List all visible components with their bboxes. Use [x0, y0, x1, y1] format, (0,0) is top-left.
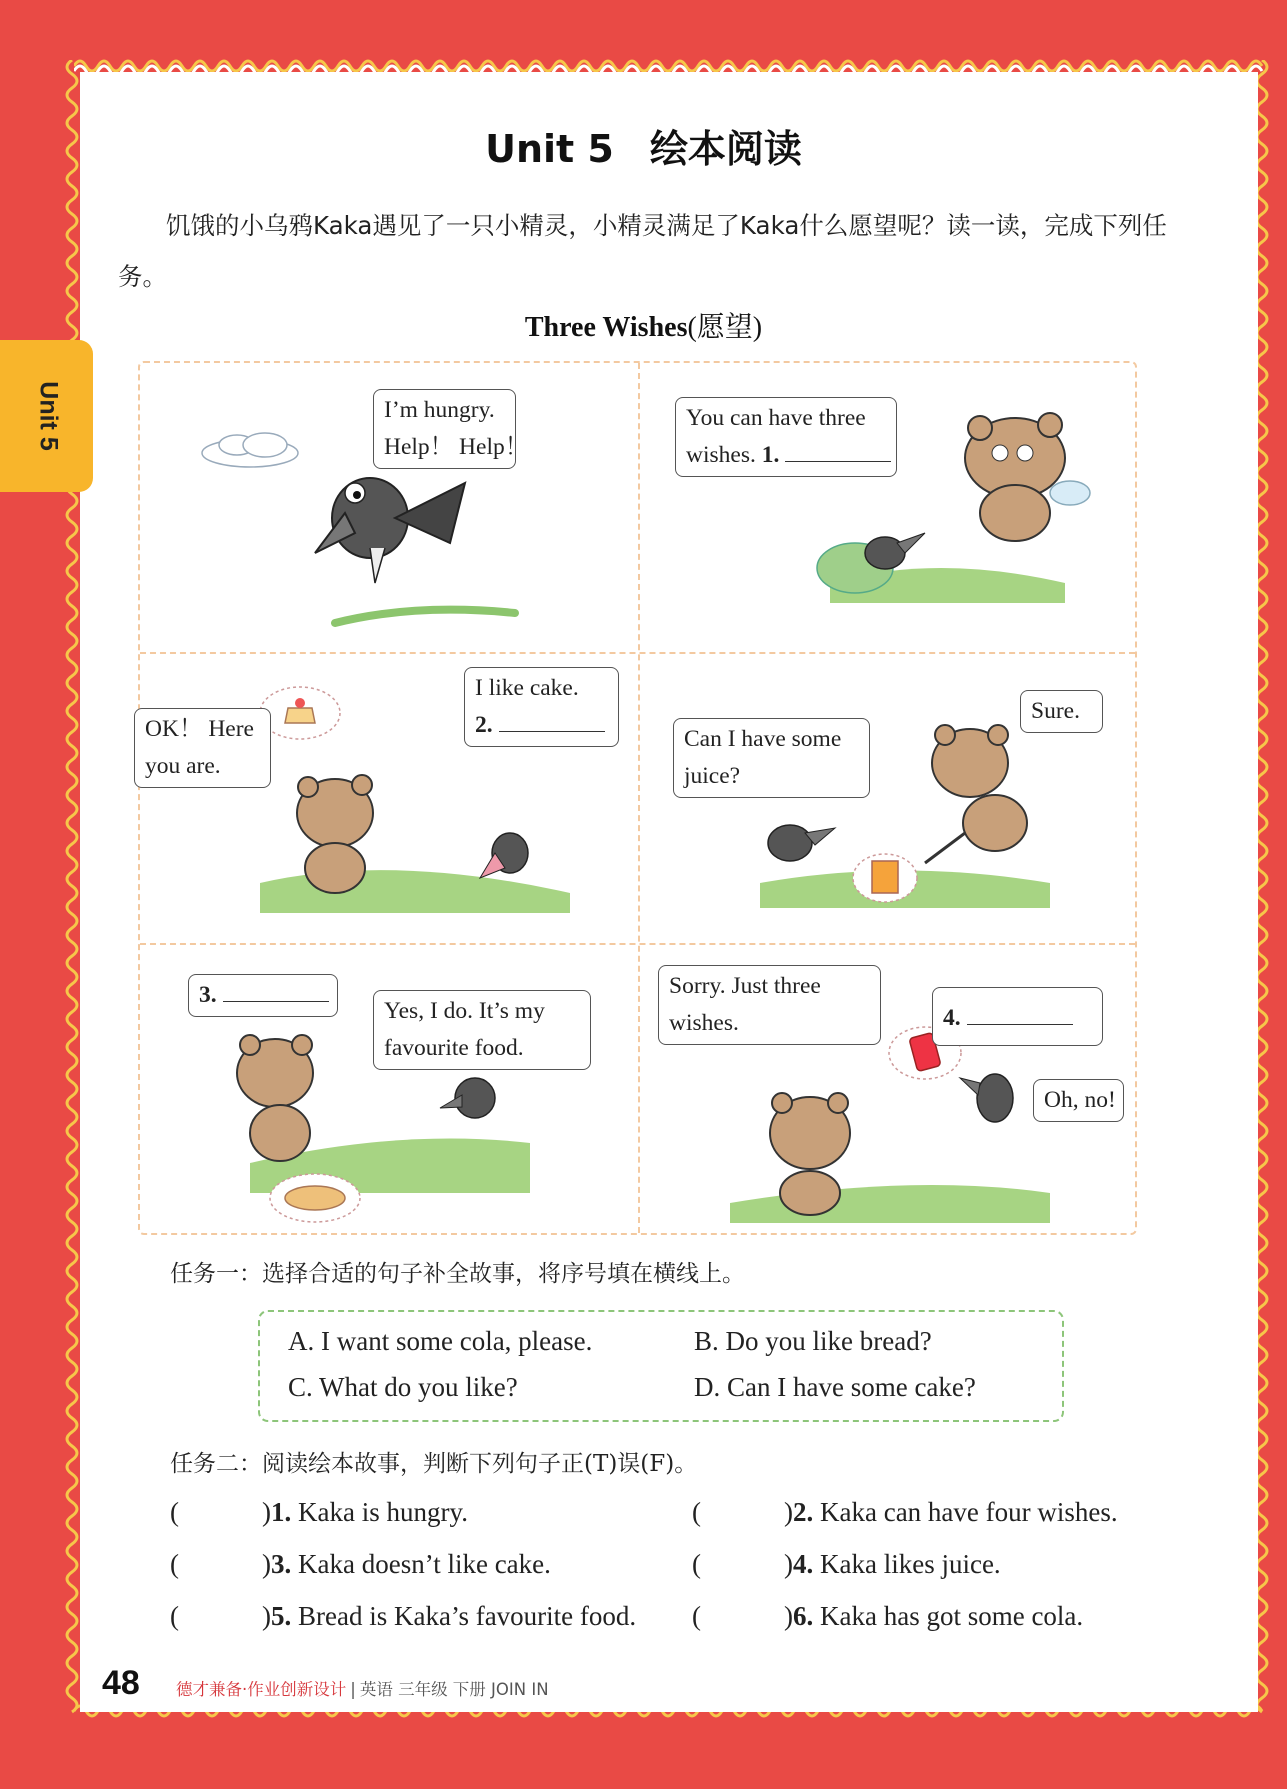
- tf-answer-3[interactable]: (: [170, 1549, 179, 1579]
- panel5-speech-bubble-bear: [188, 974, 338, 1017]
- cloud-icon: [202, 433, 298, 467]
- panel5-speech-bubble-crow: [373, 990, 591, 1070]
- panel2-blank-num: 1.: [761, 442, 780, 468]
- panel3-speech-bubble-crow: [464, 667, 619, 747]
- panel5-b-line2: favourite food.: [384, 1035, 524, 1061]
- crow-icon: [315, 478, 465, 583]
- task2-heading: 任务二：阅读绘本故事，判断下列句子正(T)误(F)。: [170, 1451, 698, 1477]
- footer-series: [176, 1676, 549, 1700]
- tf-answer-6[interactable]: (: [692, 1601, 701, 1631]
- footer-divider: |: [350, 1680, 356, 1699]
- title-subject: 绘本阅读: [649, 127, 802, 171]
- panel5-b-line1: Yes, I do. It’s my: [384, 998, 545, 1024]
- option-c: C. What do you like?: [288, 1372, 518, 1402]
- panel3-blank-num: 2.: [475, 712, 493, 738]
- task1-heading: 任务一：选择合适的句子补全故事，将序号填在横线上。: [170, 1261, 745, 1287]
- intro-text: 饥饿的小乌鸦Kaka遇见了一只小精灵，小精灵满足了Kaka什么愿望呢？读一读，完成下列任务。: [118, 211, 1167, 291]
- tf-answer-5[interactable]: (: [170, 1601, 179, 1631]
- title-unit: Unit 5: [485, 127, 614, 171]
- grass-icon: [730, 1185, 1050, 1223]
- panel6-speech-bubble-bear: [658, 965, 881, 1045]
- panel3-a-line1: OK！ Here: [145, 716, 254, 742]
- panel3-speech-bubble-bear: [134, 708, 271, 788]
- comic-grid: [138, 361, 1137, 1235]
- crow-icon: [768, 825, 835, 861]
- panel3-answer-blank[interactable]: [499, 712, 605, 732]
- tf-item-6: ( )6. Kaka has got some cola.: [692, 1601, 1084, 1631]
- option-b: B. Do you like bread?: [694, 1326, 932, 1356]
- unit-side-tab-label: Unit 5: [34, 381, 63, 451]
- panel6-answer-blank[interactable]: [967, 1005, 1073, 1025]
- tf-answer-2[interactable]: (: [692, 1497, 701, 1527]
- unit-side-tab: [0, 340, 93, 492]
- bread-icon: [270, 1174, 360, 1222]
- panel6-speech-bubble-blank: [932, 987, 1103, 1046]
- panel4-a-line2: juice?: [684, 763, 741, 789]
- panel6-illustration: [710, 1023, 1130, 1233]
- option-d: D. Can I have some cake?: [694, 1372, 976, 1402]
- panel5-blank-num: 3.: [199, 982, 217, 1008]
- bear-fairy-icon: [925, 725, 1027, 863]
- panel6-speech-bubble-crow: [1033, 1079, 1124, 1122]
- story-title-english: Three Wishes: [524, 312, 688, 343]
- tf-item-2: ( )2. Kaka can have four wishes.: [692, 1497, 1118, 1527]
- crow-icon: [960, 1074, 1013, 1122]
- panel4-b: Sure.: [1031, 698, 1080, 724]
- page-number: 48: [102, 1664, 140, 1702]
- crow-icon: [480, 833, 528, 878]
- footer-series-name: 德才兼备·作业创新设计: [176, 1680, 347, 1699]
- tf-item-4: ( )4. Kaka likes juice.: [692, 1549, 1001, 1579]
- tf-answer-4[interactable]: (: [692, 1549, 701, 1579]
- story-title: [0, 305, 1287, 345]
- panel6-blank-num: 4.: [943, 1005, 961, 1031]
- story-title-note: (愿望): [687, 312, 763, 343]
- option-a: A. I want some cola, please.: [288, 1326, 593, 1356]
- bear-fairy-icon: [770, 1093, 850, 1215]
- panel5-answer-blank[interactable]: [223, 982, 329, 1002]
- page-title: [0, 118, 1287, 173]
- panel2-line2: wishes.: [686, 442, 756, 468]
- bear-fairy-icon: [297, 775, 373, 893]
- cake-thought-icon: [260, 687, 340, 739]
- crow-icon: [440, 1078, 495, 1118]
- grid-divider-v: [638, 363, 640, 1233]
- panel6-c: Oh, no!: [1044, 1087, 1116, 1113]
- panel4-speech-bubble-crow: [673, 718, 870, 798]
- options-box: [258, 1310, 1064, 1422]
- panel1-line2: Help！ Help！: [384, 434, 529, 460]
- footer-grade: 三年级 下册 JOIN IN: [398, 1680, 549, 1699]
- panel2-answer-blank[interactable]: [785, 442, 891, 462]
- panel4-speech-bubble-bear: [1020, 690, 1103, 733]
- tf-item-5: ( )5. Bread is Kaka’s favourite food.: [170, 1601, 637, 1631]
- footer-subject: 英语: [359, 1680, 393, 1699]
- panel3-b-line1: I like cake.: [475, 675, 579, 701]
- panel4-a-line1: Can I have some: [684, 726, 842, 752]
- bear-fairy-icon: [965, 413, 1090, 541]
- panel6-a-line2: wishes.: [669, 1010, 739, 1036]
- tf-item-1: ( )1. Kaka is hungry.: [170, 1497, 468, 1527]
- tf-item-3: ( )3. Kaka doesn’t like cake.: [170, 1549, 551, 1579]
- tf-answer-1[interactable]: (: [170, 1497, 179, 1527]
- juice-cup-icon: [853, 854, 917, 902]
- panel1-line1: I’m hungry.: [384, 397, 495, 423]
- crow-icon: [865, 533, 925, 569]
- bear-fairy-icon: [237, 1035, 313, 1161]
- panel2-line1: You can have three: [686, 405, 866, 431]
- panel6-a-line1: Sorry. Just three: [669, 973, 821, 999]
- panel1-speech-bubble: [373, 389, 529, 469]
- panel3-a-line2: you are.: [145, 753, 221, 779]
- grass-icon: [335, 610, 515, 623]
- panel2-speech-bubble: [675, 397, 897, 477]
